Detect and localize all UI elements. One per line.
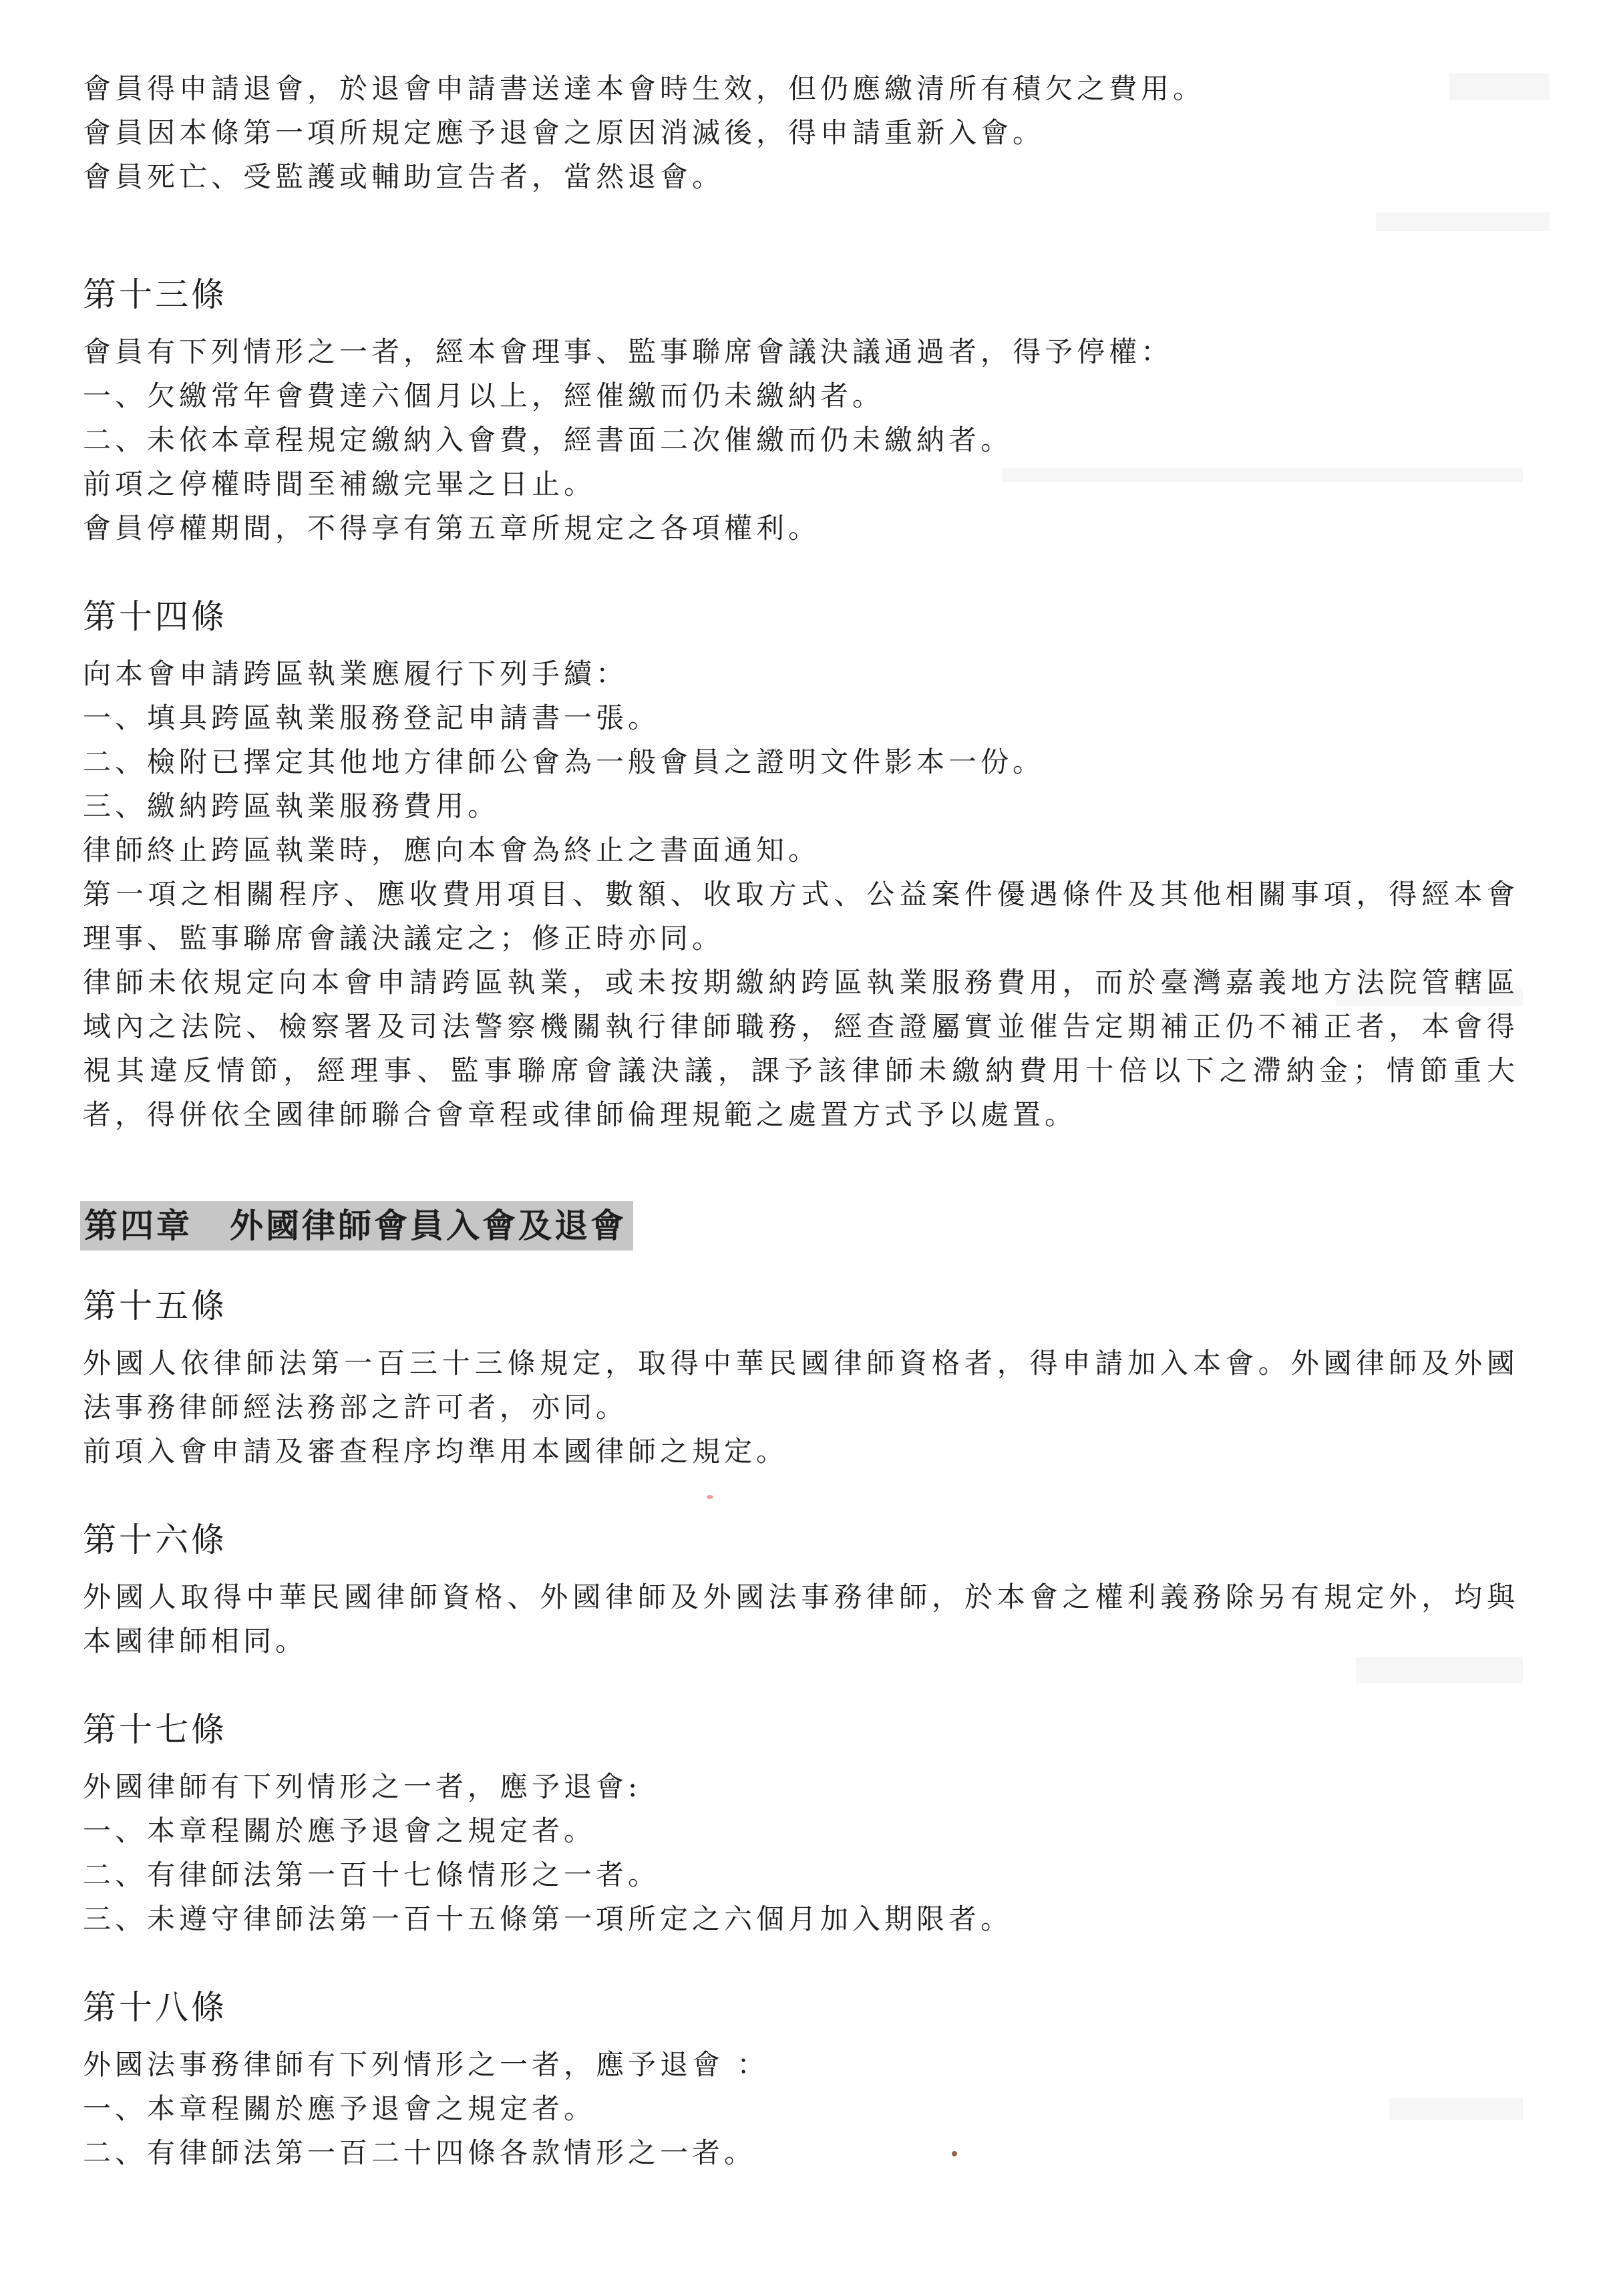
text-line: 三、未遵守律師法第一百十五條第一項所定之六個月加入期限者。 bbox=[83, 1903, 1013, 1935]
article-title: 第十七條 bbox=[83, 1710, 227, 1749]
document-body bbox=[83, 67, 1519, 2175]
text-line: 一、本章程關於應予退會之規定者。 bbox=[83, 1814, 596, 1847]
text-line: 會員因本條第一項所規定應予退會之原因消滅後，得申請重新入會。 bbox=[83, 116, 1045, 149]
article-14 bbox=[83, 593, 1519, 1137]
article-title: 第十五條 bbox=[83, 1287, 227, 1325]
text-line: 外國律師有下列情形之一者，應予退會: bbox=[83, 1770, 642, 1803]
article-15 bbox=[83, 1283, 1519, 1474]
text-line: 一、欠繳常年會費達六個月以上，經催繳而仍未繳納者。 bbox=[83, 379, 885, 412]
article-title: 第十四條 bbox=[83, 597, 227, 636]
text-paragraph: 外國人取得中華民國律師資格、外國律師及外國法事務律師，於本會之權利義務除另有規定外，均與本國律師相同。 bbox=[83, 1581, 1519, 1657]
text-line: 外國法事務律師有下列情形之一者，應予退會 ： bbox=[83, 2048, 769, 2081]
text-line: 前項之停權時間至補繳完畢之日止。 bbox=[83, 468, 596, 500]
chapter-heading bbox=[80, 1201, 633, 1251]
text-paragraph: 外國人依律師法第一百三十三條規定，取得中華民國律師資格者，得申請加入本會。外國律師及外國法事務律師經法務部之許可者，亦同。 bbox=[83, 1347, 1519, 1424]
text-line: 二、檢附已擇定其他地方律師公會為一般會員之證明文件影本一份。 bbox=[83, 746, 1045, 778]
text-line: 一、本章程關於應予退會之規定者。 bbox=[83, 2092, 596, 2125]
article-title: 第十六條 bbox=[83, 1520, 227, 1559]
text-line: 會員得申請退會，於退會申請書送達本會時生效，但仍應繳清所有積欠之費用。 bbox=[83, 72, 1206, 105]
text-line: 會員有下列情形之一者，經本會理事、監事聯席會議決議通過者，得予停權： bbox=[83, 335, 1174, 368]
text-line: 會員停權期間，不得享有第五章所規定之各項權利。 bbox=[83, 512, 821, 544]
article-17 bbox=[83, 1706, 1519, 1941]
text-line: 前項入會申請及審查程序均準用本國律師之規定。 bbox=[83, 1435, 789, 1468]
text-line: 三、繳納跨區執業服務費用。 bbox=[83, 790, 500, 822]
chapter-number: 第四章 bbox=[84, 1206, 192, 1245]
text-line: 向本會申請跨區執業應履行下列手續： bbox=[83, 657, 629, 690]
text-line: 一、填具跨區執業服務登記申請書一張。 bbox=[83, 701, 661, 734]
article-16 bbox=[83, 1516, 1519, 1663]
chapter-title: 外國律師會員入會及退會 bbox=[230, 1206, 627, 1245]
text-paragraph: 第一項之相關程序、應收費用項目、數額、收取方式、公益案件優遇條件及其他相關事項，得經本會理事、監事聯席會議決議定之；修正時亦同。 bbox=[83, 878, 1519, 955]
text-line: 二、未依本章程規定繳納入會費，經書面二次催繳而仍未繳納者。 bbox=[83, 424, 1013, 456]
text-line: 二、有律師法第一百二十四條各款情形之一者。 bbox=[83, 2136, 757, 2169]
previous-article-tail bbox=[83, 67, 1519, 199]
article-title: 第十三條 bbox=[83, 275, 227, 314]
article-18 bbox=[83, 1984, 1519, 2175]
text-paragraph: 律師未依規定向本會申請跨區執業，或未按期繳納跨區執業服務費用，而於臺灣嘉義地方法院管轄區域內之法院、檢察署及司法警察機關執行律師職務，經查證屬實並催告定期補正仍不補正者，本會得視其違反情節，經理事、監事聯席會議決議，課予該律師未繳納費用十倍以下之滯納金；情節重大者，得併依全國律師聯合會章程或律師倫理規範之處置方式予以處置。 bbox=[83, 966, 1519, 1131]
article-title: 第十八條 bbox=[83, 1988, 227, 2027]
text-line: 律師終止跨區執業時，應向本會為終止之書面通知。 bbox=[83, 834, 821, 866]
text-line: 會員死亡、受監護或輔助宣告者，當然退會。 bbox=[83, 160, 725, 193]
article-13 bbox=[83, 271, 1519, 550]
text-line: 二、有律師法第一百十七條情形之一者。 bbox=[83, 1858, 661, 1891]
